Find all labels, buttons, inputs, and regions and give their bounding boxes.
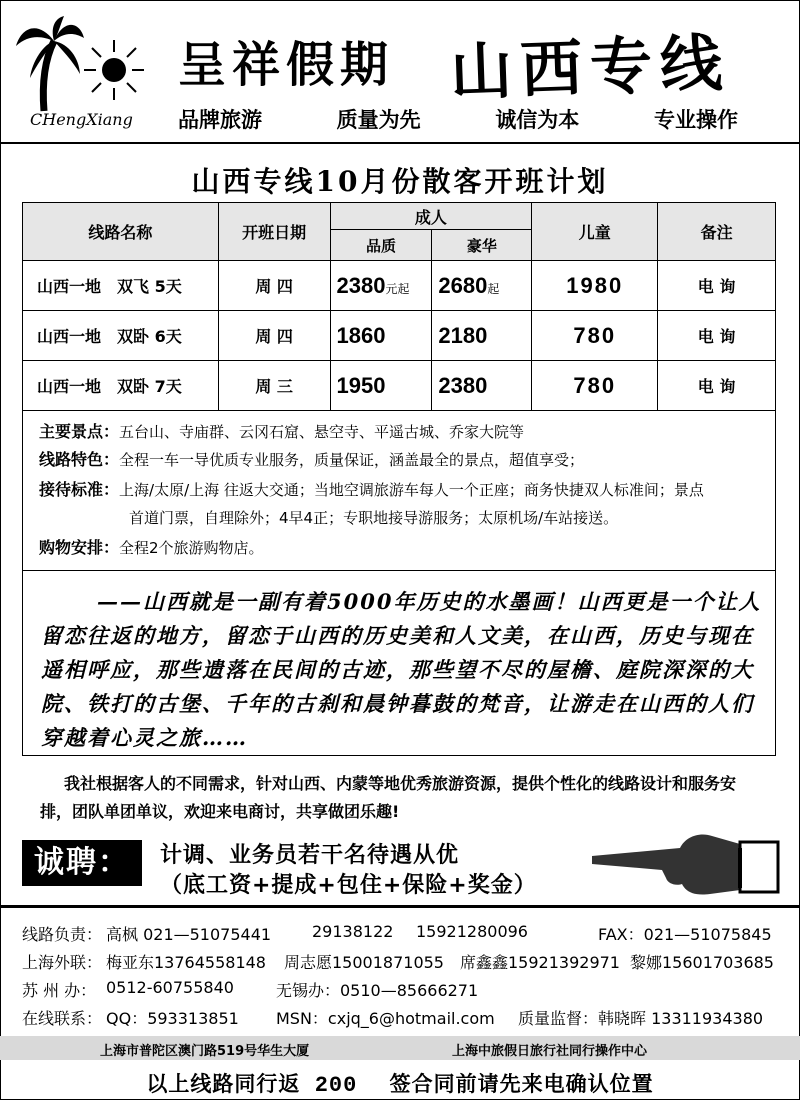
sights-label: 主要景点： [39,422,120,441]
quality-price-cell [330,261,432,311]
quality-price-cell [330,361,432,411]
price-value: 2380 [438,372,488,398]
reception-line [39,478,704,502]
header-quality: 品质 [330,230,432,261]
qq: QQ：593313851 [106,1009,239,1028]
table-row [23,311,776,361]
online-label: 在线联系： [22,1009,103,1028]
sz-phone: 0512-60755840 [106,978,234,997]
reception-line-2: 首道门票，自理除外；4早4正；专职地接导游服务；太原机场/车站接送。 [129,509,619,527]
luxury-price-cell [432,311,532,361]
features-label: 线路特色： [39,450,120,469]
recruit-line-2: （底工资+提成+包住+保险+奖金） [160,873,537,898]
address: 上海市普陀区澳门路519号华生大厦 [100,1044,310,1059]
address-bar [0,1036,800,1060]
bottom-text-2: 签合同前请先来电确认位置 [389,1072,654,1096]
price-value: 2180 [438,322,488,348]
pointing-hand-icon [590,830,780,900]
poem-text: ——山西就是一副有着5000年历史的水墨画！山西更是一个让人留恋往返的地方，留恋于山西的历史美和人文美，在山西，历史与现在遥相呼应，那些遗落在民间的古迹，那些望不尽的屋檐、庭院深深的大院、铁打的古堡、千年的古刹和晨钟暮鼓的梵音，让游走在山西的人们穿越着心灵之旅…… [41,589,762,750]
recruit-badge: 诚聘： [22,840,142,886]
motto: 品牌旅游 [178,108,262,132]
route-cell: 山西一地 双卧 6天 [23,311,219,361]
date-cell: 周 四 [218,261,330,311]
route-cell: 山西一地 双卧 7天 [23,361,219,411]
sh-contact: 周志愿15001871055 [284,953,444,972]
remark-cell: 电 询 [658,311,776,361]
table-row [23,261,776,311]
sun-logo-icon [82,38,146,102]
date-cell: 周 三 [218,361,330,411]
sights-line [39,420,524,444]
quality-supervisor: 质量监督：韩晓晖 13311934380 [518,1009,764,1028]
motto: 专业操作 [653,108,738,132]
reception-label: 接待标准： [39,480,120,499]
route-person: 高枫 021—51075441 [106,925,272,944]
header-adult: 成人 [330,203,532,230]
poem-box [22,570,776,756]
sh-contact: 梅亚东13764558148 [106,953,266,972]
luxury-price-cell [432,261,532,311]
plan-title: 山西专线10月份散客开班计划 [191,165,609,198]
fax: FAX：021—51075845 [598,925,772,944]
sh-contact: 席鑫鑫15921392971 [460,953,620,972]
recruit-line-1: 计调、业务员若干名待遇从优 [160,843,460,868]
header-remark: 备注 [658,203,776,261]
child-price-cell: 780 [532,311,658,361]
price-suffix: 起 [487,281,500,296]
bottom-number: 200 [314,1073,358,1098]
header-luxury: 豪华 [432,230,532,261]
shopping-label: 购物安排： [39,538,120,557]
remark-cell: 电 询 [658,261,776,311]
remark-cell: 电 询 [658,361,776,411]
price-value: 1950 [336,372,386,398]
features-text: 全程一车一导优质专业服务，质量保证，涵盖最全的景点，超值享受； [119,451,585,469]
child-price-cell: 780 [532,361,658,411]
special-line-title: 山西专线 [448,26,732,109]
mottos [178,104,738,134]
header [0,0,800,142]
route-phone-3: 15921280096 [416,922,528,941]
palm-tree-logo-icon [14,16,84,112]
bottom-text-1: 以上线路同行返 [146,1072,301,1096]
bottom-note [0,1068,800,1098]
child-price-cell: 1980 [532,261,658,311]
tour-details [22,410,776,571]
logo-text: CHengXiang [30,110,133,129]
msn: MSN：cxjq_6@hotmail.com [276,1009,495,1028]
motto: 诚信为本 [495,108,580,132]
shopping-line [39,536,264,560]
header-route: 线路名称 [23,203,219,261]
header-child: 儿童 [532,203,658,261]
price-suffix: 元起 [385,281,410,296]
header-date: 开班日期 [218,203,330,261]
sh-label: 上海外联： [22,953,103,972]
operation-center: 上海中旅假日旅行社同行操作中心 [452,1044,648,1059]
company-name: 呈祥假期 [178,37,395,93]
schedule-table [22,202,776,411]
features-line [39,448,584,472]
reception-text: 上海/太原/上海 往返大交通；当地空调旅游车每人一个正座；商务快捷双人标准间；景点 [119,481,704,499]
price-value: 1860 [336,322,386,348]
intro-text: 我社根据客人的不同需求，针对山西、内蒙等地优秀旅游资源，提供个性化的线路设计和服务安排，团队单团单议，欢迎来电商讨，共享做团乐趣! [40,774,737,821]
motto: 质量为先 [336,108,421,132]
price-value: 2680 [438,272,488,298]
table-row [23,361,776,411]
quality-price-cell [330,311,432,361]
route-phone-2: 29138122 [312,922,394,941]
wx-office: 无锡办：0510—85666271 [276,981,479,1000]
route-label: 线路负责： [22,925,103,944]
price-value: 2380 [336,272,386,298]
sz-label: 苏 州 办： [22,981,97,1000]
shopping-text: 全程2个旅游购物店。 [119,539,264,557]
luxury-price-cell [432,361,532,411]
sights-text: 五台山、寺庙群、云冈石窟、悬空寺、平遥古城、乔家大院等 [119,423,525,441]
date-cell: 周 四 [218,311,330,361]
sh-contact: 黎娜15601703685 [630,953,774,972]
contacts [0,905,800,1036]
route-cell: 山西一地 双飞 5天 [23,261,219,311]
divider [0,142,800,144]
